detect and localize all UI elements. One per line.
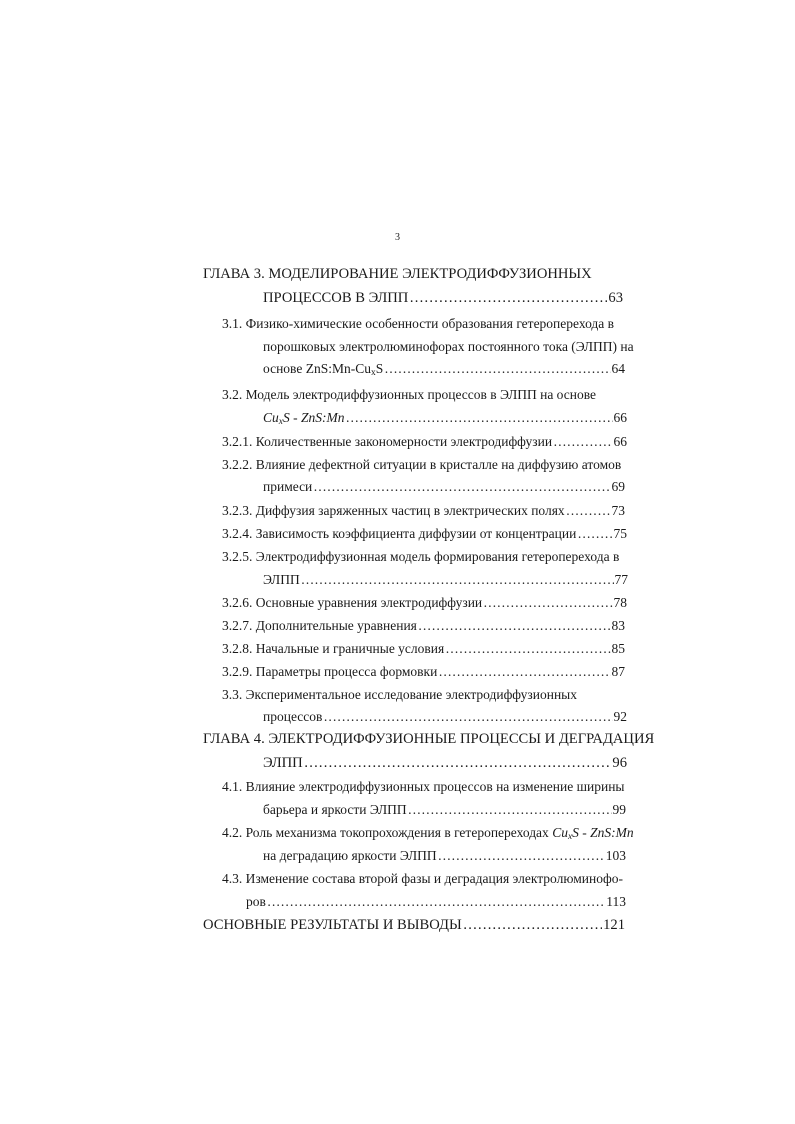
toc-entry-3-2-2-line2 (263, 478, 625, 496)
toc-entry-4-3-line2 (246, 893, 626, 911)
chapter-4-title-text: ГЛАВА 4. ЭЛЕКТРОДИФФУЗИОННЫЕ ПРОЦЕССЫ И ДЕГРАДАЦИЯ (203, 731, 655, 747)
toc-entry-4-2-line2 (263, 847, 626, 865)
results-page: 121 (603, 917, 625, 933)
dot-leader (384, 360, 610, 378)
dot-leader (304, 754, 612, 772)
toc-chapter-3-title (203, 265, 592, 283)
toc-entry-4-1-line2 (263, 801, 626, 819)
entry-3-2-8-page: 85 (611, 641, 625, 656)
toc-entry-4-1-line1 (222, 778, 625, 796)
toc-entry-3-1-line2 (263, 338, 634, 356)
toc-entry-3-2-5-line1 (222, 548, 619, 566)
dot-leader (438, 663, 610, 681)
toc-entry-3-2-2-line1 (222, 456, 621, 474)
chapter-4-title-cont-text: ЭЛПП (263, 755, 303, 771)
toc-entry-4-3-line1 (222, 870, 623, 888)
toc-entry-3-3-line2 (263, 708, 627, 726)
toc-entry-3-2-7 (222, 617, 625, 635)
dot-leader (313, 478, 610, 496)
entry-3-2-8-text: 3.2.8. Начальные и граничные условия (222, 641, 445, 656)
toc-entry-3-2-8 (222, 640, 625, 658)
dot-leader (267, 893, 605, 911)
entry-4-3-text-1: 4.3. Изменение состава второй фазы и деградация электролюминофо- (222, 871, 623, 886)
entry-3-2-4-text: 3.2.4. Зависимость коэффициента диффузии от концентрации (222, 526, 577, 541)
page-number: 3 (395, 232, 400, 243)
entry-3-1-page: 64 (611, 361, 625, 376)
toc-entry-3-2-6 (222, 594, 627, 612)
entry-3-1-text-1: 3.1. Физико-химические особенности образования гетероперехода в (222, 316, 615, 331)
toc-entry-3-2-9 (222, 663, 625, 681)
entry-4-2-page: 103 (605, 848, 626, 863)
entry-3-2-9-page: 87 (611, 664, 625, 679)
toc-entry-3-2-3 (222, 502, 625, 520)
toc-entry-4-2-line1 (222, 824, 634, 846)
entry-3-2-1-page: 66 (613, 434, 627, 449)
toc-results (203, 916, 625, 934)
entry-3-2-1-text: 3.2.1. Количественные закономерности электродиффузии (222, 434, 553, 449)
dot-leader (577, 525, 612, 543)
dot-leader (438, 847, 605, 865)
chapter-3-title-cont-text: ПРОЦЕССОВ В ЭЛПП (263, 290, 409, 306)
entry-4-1-page: 99 (612, 802, 626, 817)
entry-3-2-7-text: 3.2.7. Дополнительные уравнения (222, 618, 417, 633)
dot-leader (409, 289, 607, 307)
entry-3-2-page: 66 (613, 410, 627, 425)
entry-4-3-page: 113 (606, 894, 626, 909)
entry-3-2-3-page: 73 (611, 503, 625, 518)
entry-3-3-text-2: процессов (263, 709, 323, 724)
entry-3-2-6-page: 78 (613, 595, 627, 610)
dot-leader (553, 433, 612, 451)
entry-3-2-text-1: 3.2. Модель электродиффузионных процессов в ЭЛПП на основе (222, 387, 597, 402)
entry-3-2-5-page: 77 (614, 572, 628, 587)
toc-entry-3-3-line1 (222, 686, 577, 704)
dot-leader (566, 502, 611, 520)
entry-3-1-text-3: основе $ZnS:Mn-Cu_xS$ (263, 361, 384, 378)
toc-entry-3-2-line2 (263, 409, 627, 431)
chapter-4-page: 96 (612, 755, 627, 771)
chapter-3-title-text: ГЛАВА 3. МОДЕЛИРОВАНИЕ ЭЛЕКТРОДИФФУЗИОННЫХ (203, 266, 592, 282)
dot-leader (345, 409, 612, 427)
toc-entry-3-2-4 (222, 525, 627, 543)
dot-leader (418, 617, 611, 635)
toc-chapter-4-title (203, 730, 654, 748)
toc-entry-3-1-line1 (222, 315, 614, 333)
entry-3-2-5-text-2: ЭЛПП (263, 572, 300, 587)
entry-4-2-text-1: 4.2. Роль механизма токопрохождения в гетеропереходах $Cu_xS$ - ZnS:Mn (222, 825, 634, 842)
entry-4-2-text-2: на деградацию яркости ЭЛПП (263, 848, 437, 863)
toc-entry-3-2-line1 (222, 386, 596, 404)
dot-leader (483, 594, 612, 612)
entry-3-2-2-text-2: примеси (263, 479, 313, 494)
entry-3-2-2-text-1: 3.2.2. Влияние дефектной ситуации в кристалле на диффузию атомов (222, 457, 622, 472)
entry-4-3-text-2: ров (246, 894, 266, 909)
toc-entry-3-2-5-line2 (263, 571, 628, 589)
dot-leader (323, 708, 612, 726)
entry-3-3-text-1: 3.3. Экспериментальное исследование электродиффузионных (222, 687, 577, 702)
dot-leader (463, 916, 602, 934)
entry-3-2-9-text: 3.2.9. Параметры процесса формовки (222, 664, 438, 679)
entry-3-2-text-2: $Cu_xS$ - ZnS:Mn (263, 410, 345, 427)
entry-3-2-2-page: 69 (611, 479, 625, 494)
entry-4-1-text-1: 4.1. Влияние электродиффузионных процессов на изменение ширины (222, 779, 625, 794)
entry-3-2-6-text: 3.2.6. Основные уравнения электродиффузии (222, 595, 483, 610)
dot-leader (301, 571, 614, 589)
chapter-3-page: 63 (608, 290, 623, 306)
toc-chapter-3-title-cont (263, 289, 623, 307)
dot-leader (445, 640, 610, 658)
toc-chapter-4-title-cont (263, 754, 627, 772)
entry-3-1-text-2: порошковых электролюминофорах постоянного тока (ЭЛПП) на (263, 339, 634, 354)
entry-3-2-7-page: 83 (611, 618, 625, 633)
toc-entry-3-2-1 (222, 433, 627, 451)
entry-3-2-4-page: 75 (613, 526, 627, 541)
results-text: ОСНОВНЫЕ РЕЗУЛЬТАТЫ И ВЫВОДЫ (203, 917, 462, 933)
toc-entry-3-1-line3 (263, 360, 625, 382)
entry-3-2-3-text: 3.2.3. Диффузия заряженных частиц в электрических полях (222, 503, 565, 518)
entry-3-2-5-text-1: 3.2.5. Электродиффузионная модель формирования гетероперехода в (222, 549, 620, 564)
entry-3-3-page: 92 (613, 709, 627, 724)
dot-leader (408, 801, 612, 819)
entry-4-1-text-2: барьера и яркости ЭЛПП (263, 802, 407, 817)
